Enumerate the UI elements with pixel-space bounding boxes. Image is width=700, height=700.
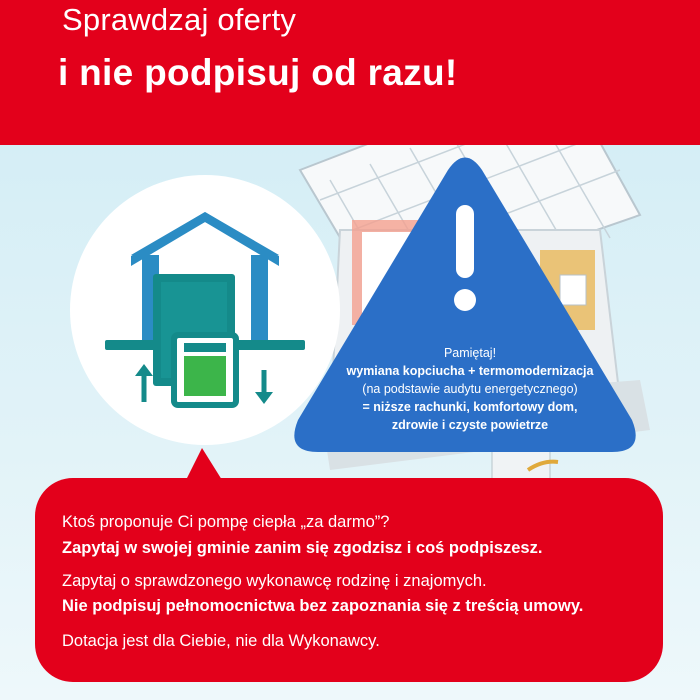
- message-closing: Dotacja jest dla Ciebie, nie dla Wykonawcy.: [62, 632, 380, 650]
- message-advice-1: Zapytaj w swojej gminie zanim się zgodzisz i coś podpiszesz.: [62, 539, 543, 557]
- headline-line-2: i nie podpisuj od razu!: [58, 52, 458, 93]
- message-question-2: Zapytaj o sprawdzonego wykonawcę rodzinę i znajomych.: [62, 572, 487, 590]
- warning-result-1: = niższe rachunki, komfortowy dom,: [362, 400, 578, 414]
- warning-note: (na podstawie audytu energetycznego): [362, 382, 578, 396]
- message-advice-2: Nie podpisuj pełnomocnictwa bez zapoznania się z treścią umowy.: [62, 597, 584, 615]
- warning-main: wymiana kopciucha + termomodernizacja: [346, 364, 594, 378]
- message-question-1: Ktoś proponuje Ci pompę ciepła „za darmo”?: [62, 513, 390, 531]
- warning-result-2: zdrowie i czyste powietrze: [391, 418, 549, 432]
- warning-intro: Pamiętaj!: [443, 346, 497, 360]
- headline-line-1: Sprawdzaj oferty: [62, 2, 297, 37]
